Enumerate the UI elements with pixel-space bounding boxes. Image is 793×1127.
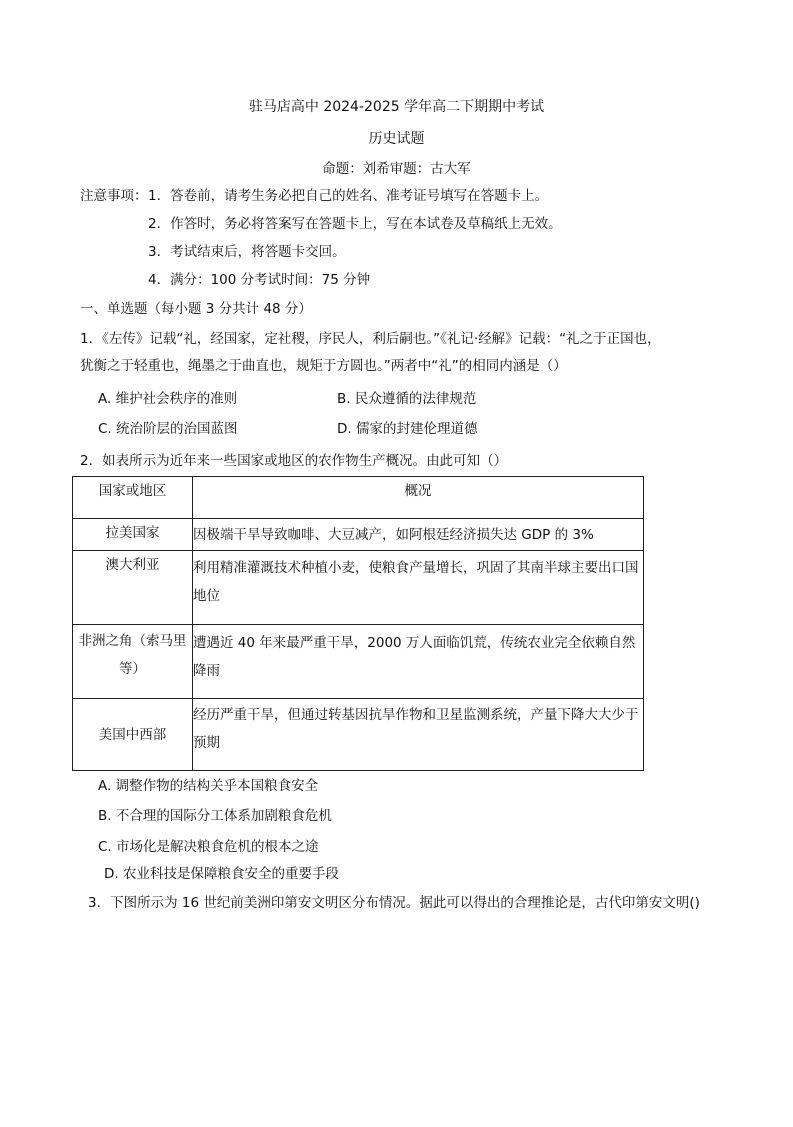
q2-option-d: D. 农业科技是保障粮食安全的重要手段: [104, 866, 339, 882]
q1-option-b: B. 民众遵循的法律规范: [337, 391, 477, 407]
table-header-summary: 概况: [193, 477, 644, 519]
table-row: [73, 625, 644, 699]
q2-option-c: C. 市场化是解决粮食危机的根本之途: [98, 839, 319, 855]
table-row: [73, 551, 644, 625]
q1-stem-line2: 犹衡之于轻重也，绳墨之于曲直也，规矩于方圆也。”两者中“礼”的相同内涵是（）: [80, 358, 567, 374]
section-title: 一、单选题（每小题 3 分共计 48 分）: [80, 301, 312, 317]
q2-option-a: A. 调整作物的结构关乎本国粮食安全: [98, 778, 319, 794]
notice-item-2: 2．作答时，务必将答案写在答题卡上，写在本试卷及草稿纸上无效。: [148, 216, 562, 232]
q2-option-b: B. 不合理的国际分工体系加剧粮食危机: [98, 808, 332, 824]
q1-stem-line1: 1．《左传》记载“礼，经国家，定社稷，序民人，利后嗣也。”《礼记·经解》记载：“礼之于正国也，: [80, 331, 661, 347]
notice-label: 注意事项：: [80, 188, 148, 204]
notice-item-4: 4．满分：100 分考试时间：75 分钟: [148, 272, 371, 288]
table-header-region: 国家或地区: [73, 477, 193, 519]
q1-option-c: C. 统治阶层的治国蓝图: [98, 421, 238, 437]
table-cell-region: 拉美国家: [73, 519, 193, 551]
q3-stem: 3．下图所示为 16 世纪前美洲印第安文明区分布情况。据此可以得出的合理推论是，古代印第安文明(): [88, 895, 700, 911]
table-cell-region: 美国中西部: [73, 699, 193, 771]
table-cell-desc: 因极端干旱导致咖啡、大豆减产，如阿根廷经济损失达 GDP 的 3%: [193, 519, 644, 551]
table-row: [73, 519, 644, 551]
table-cell-desc: 遭遇近 40 年来最严重干旱，2000 万人面临饥荒，传统农业完全依赖自然降雨: [193, 625, 644, 699]
table-cell-desc: 利用精准灌溉技术种植小麦，使粮食产量增长，巩固了其南半球主要出口国地位: [193, 551, 644, 625]
table-header-row: [73, 477, 644, 519]
q2-table: [72, 476, 644, 771]
notice-item-3: 3．考试结束后，将答题卡交回。: [148, 244, 346, 260]
exam-title: 驻马店高中 2024-2025 学年高二下期期中考试: [248, 99, 545, 115]
q2-stem: 2．如表所示为近年来一些国家或地区的农作物生产概况。由此可知（）: [80, 453, 508, 469]
table-cell-desc: 经历严重干旱，但通过转基因抗旱作物和卫星监测系统，产量下降大大少于预期: [193, 699, 644, 771]
notice-item-1: 1．答卷前，请考生务必把自己的姓名、准考证号填写在答题卡上。: [148, 188, 549, 204]
table-row: [73, 699, 644, 771]
table-cell-region: 澳大利亚: [73, 551, 193, 625]
table-cell-region: 非洲之角（索马里等）: [73, 625, 193, 699]
exam-authors: 命题：刘希审题：古大军: [322, 161, 471, 177]
q1-option-a: A. 维护社会秩序的准则: [98, 391, 238, 407]
q1-option-d: D. 儒家的封建伦理道德: [337, 421, 478, 437]
exam-subject: 历史试题: [368, 131, 425, 147]
